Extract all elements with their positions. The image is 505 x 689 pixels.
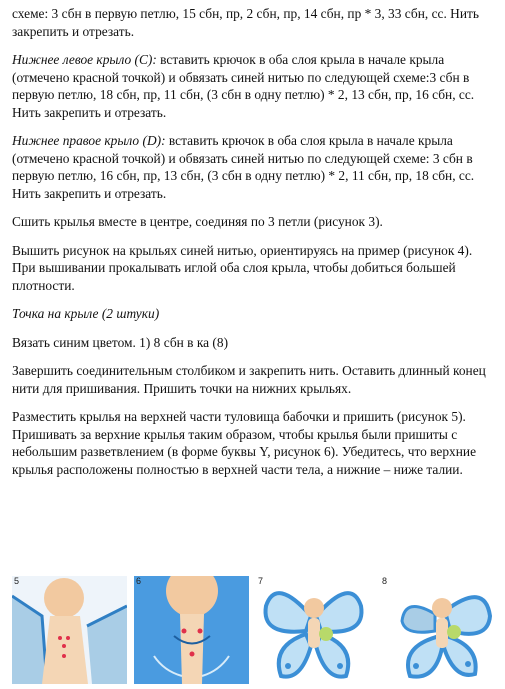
figure-8-image xyxy=(380,576,495,684)
figure-7-photo xyxy=(256,576,371,684)
paragraph-embroider: Вышить рисунок на крыльях синей нитью, ориентируясь на пример (рисунок 4). При вышивании прокалывать иглой оба слоя крыла, чтобы добиться большей плотности. xyxy=(12,242,473,293)
figure-7-image xyxy=(256,576,371,684)
paragraph-lower-left-wing xyxy=(12,51,495,121)
paragraph-lower-right-wing xyxy=(12,132,495,202)
figure-6-image xyxy=(134,576,249,684)
paragraph-attach-wings: Разместить крылья на верхней части туловища бабочки и пришить (рисунок 5). Пришивать за верхние крылья таким образом, чтобы крылья были пришиты с небольшим разветвлением (в форме буквы Y, рисунок 6). Убедитесь, что верхние крылья расположены полностью в верхней части тела, а нижние – ниже талии. xyxy=(12,409,477,477)
paragraph-sew-wings: Сшить крылья вместе в центре, соединяя по 3 петли (рисунок 3). xyxy=(12,214,383,229)
lower-left-wing-body: вставить крючок в оба слоя крыла в начале крыла (отмечено красной точкой) и обвязать синей нитью по следующей схеме:3 сбн в первую петлю, 18 сбн, пр, 11 сбн, (3 сбн в одну петлю) * 2, 13 сбн, пр, 16 сбн, сс. Нить закрепить и отрезать. xyxy=(12,52,475,120)
photo-strip xyxy=(12,576,495,684)
lower-left-wing-title: Нижнее левое крыло (C): xyxy=(12,52,157,67)
figure-6-photo xyxy=(134,576,249,684)
figure-8-photo xyxy=(380,576,495,684)
paragraph-1: схеме: 3 сбн в первую петлю, 15 сбн, пр, 2 сбн, пр, 14 сбн, пр * 3, 33 сбн, сс. Нить закрепить и отрезать. xyxy=(12,6,479,39)
figure-5-image xyxy=(12,576,127,684)
document-body xyxy=(12,5,495,489)
figure-5-number: 5 xyxy=(14,576,20,586)
lower-right-wing-title: Нижнее правое крыло (D): xyxy=(12,133,166,148)
paragraph-finish: Завершить соединительным столбиком и закрепить нить. Оставить длинный конец нити для пришивания. Пришить точки на нижних крыльях. xyxy=(12,363,486,396)
paragraph-knit-blue: Вязать синим цветом. 1) 8 сбн в ка (8) xyxy=(12,334,229,350)
figure-8-number: 8 xyxy=(382,576,388,586)
figure-7-number: 7 xyxy=(258,576,264,586)
lower-right-wing-body: вставить крючок в оба слоя крыла в начале крыла (отмечено красной точкой) и обвязать синей нитью по следующей схеме: 3 сбн в первую петлю, 16 сбн, пр, 13 сбн, (3 сбн в одну петлю) * 2, 11 сбн, пр, 18 сбн, сс. Нить закрепить и отрезать. xyxy=(12,133,475,201)
section-heading-wing-dot: Точка на крыле (2 штуки) xyxy=(12,306,160,321)
figure-6-number: 6 xyxy=(136,576,142,586)
figure-5-photo xyxy=(12,576,127,684)
